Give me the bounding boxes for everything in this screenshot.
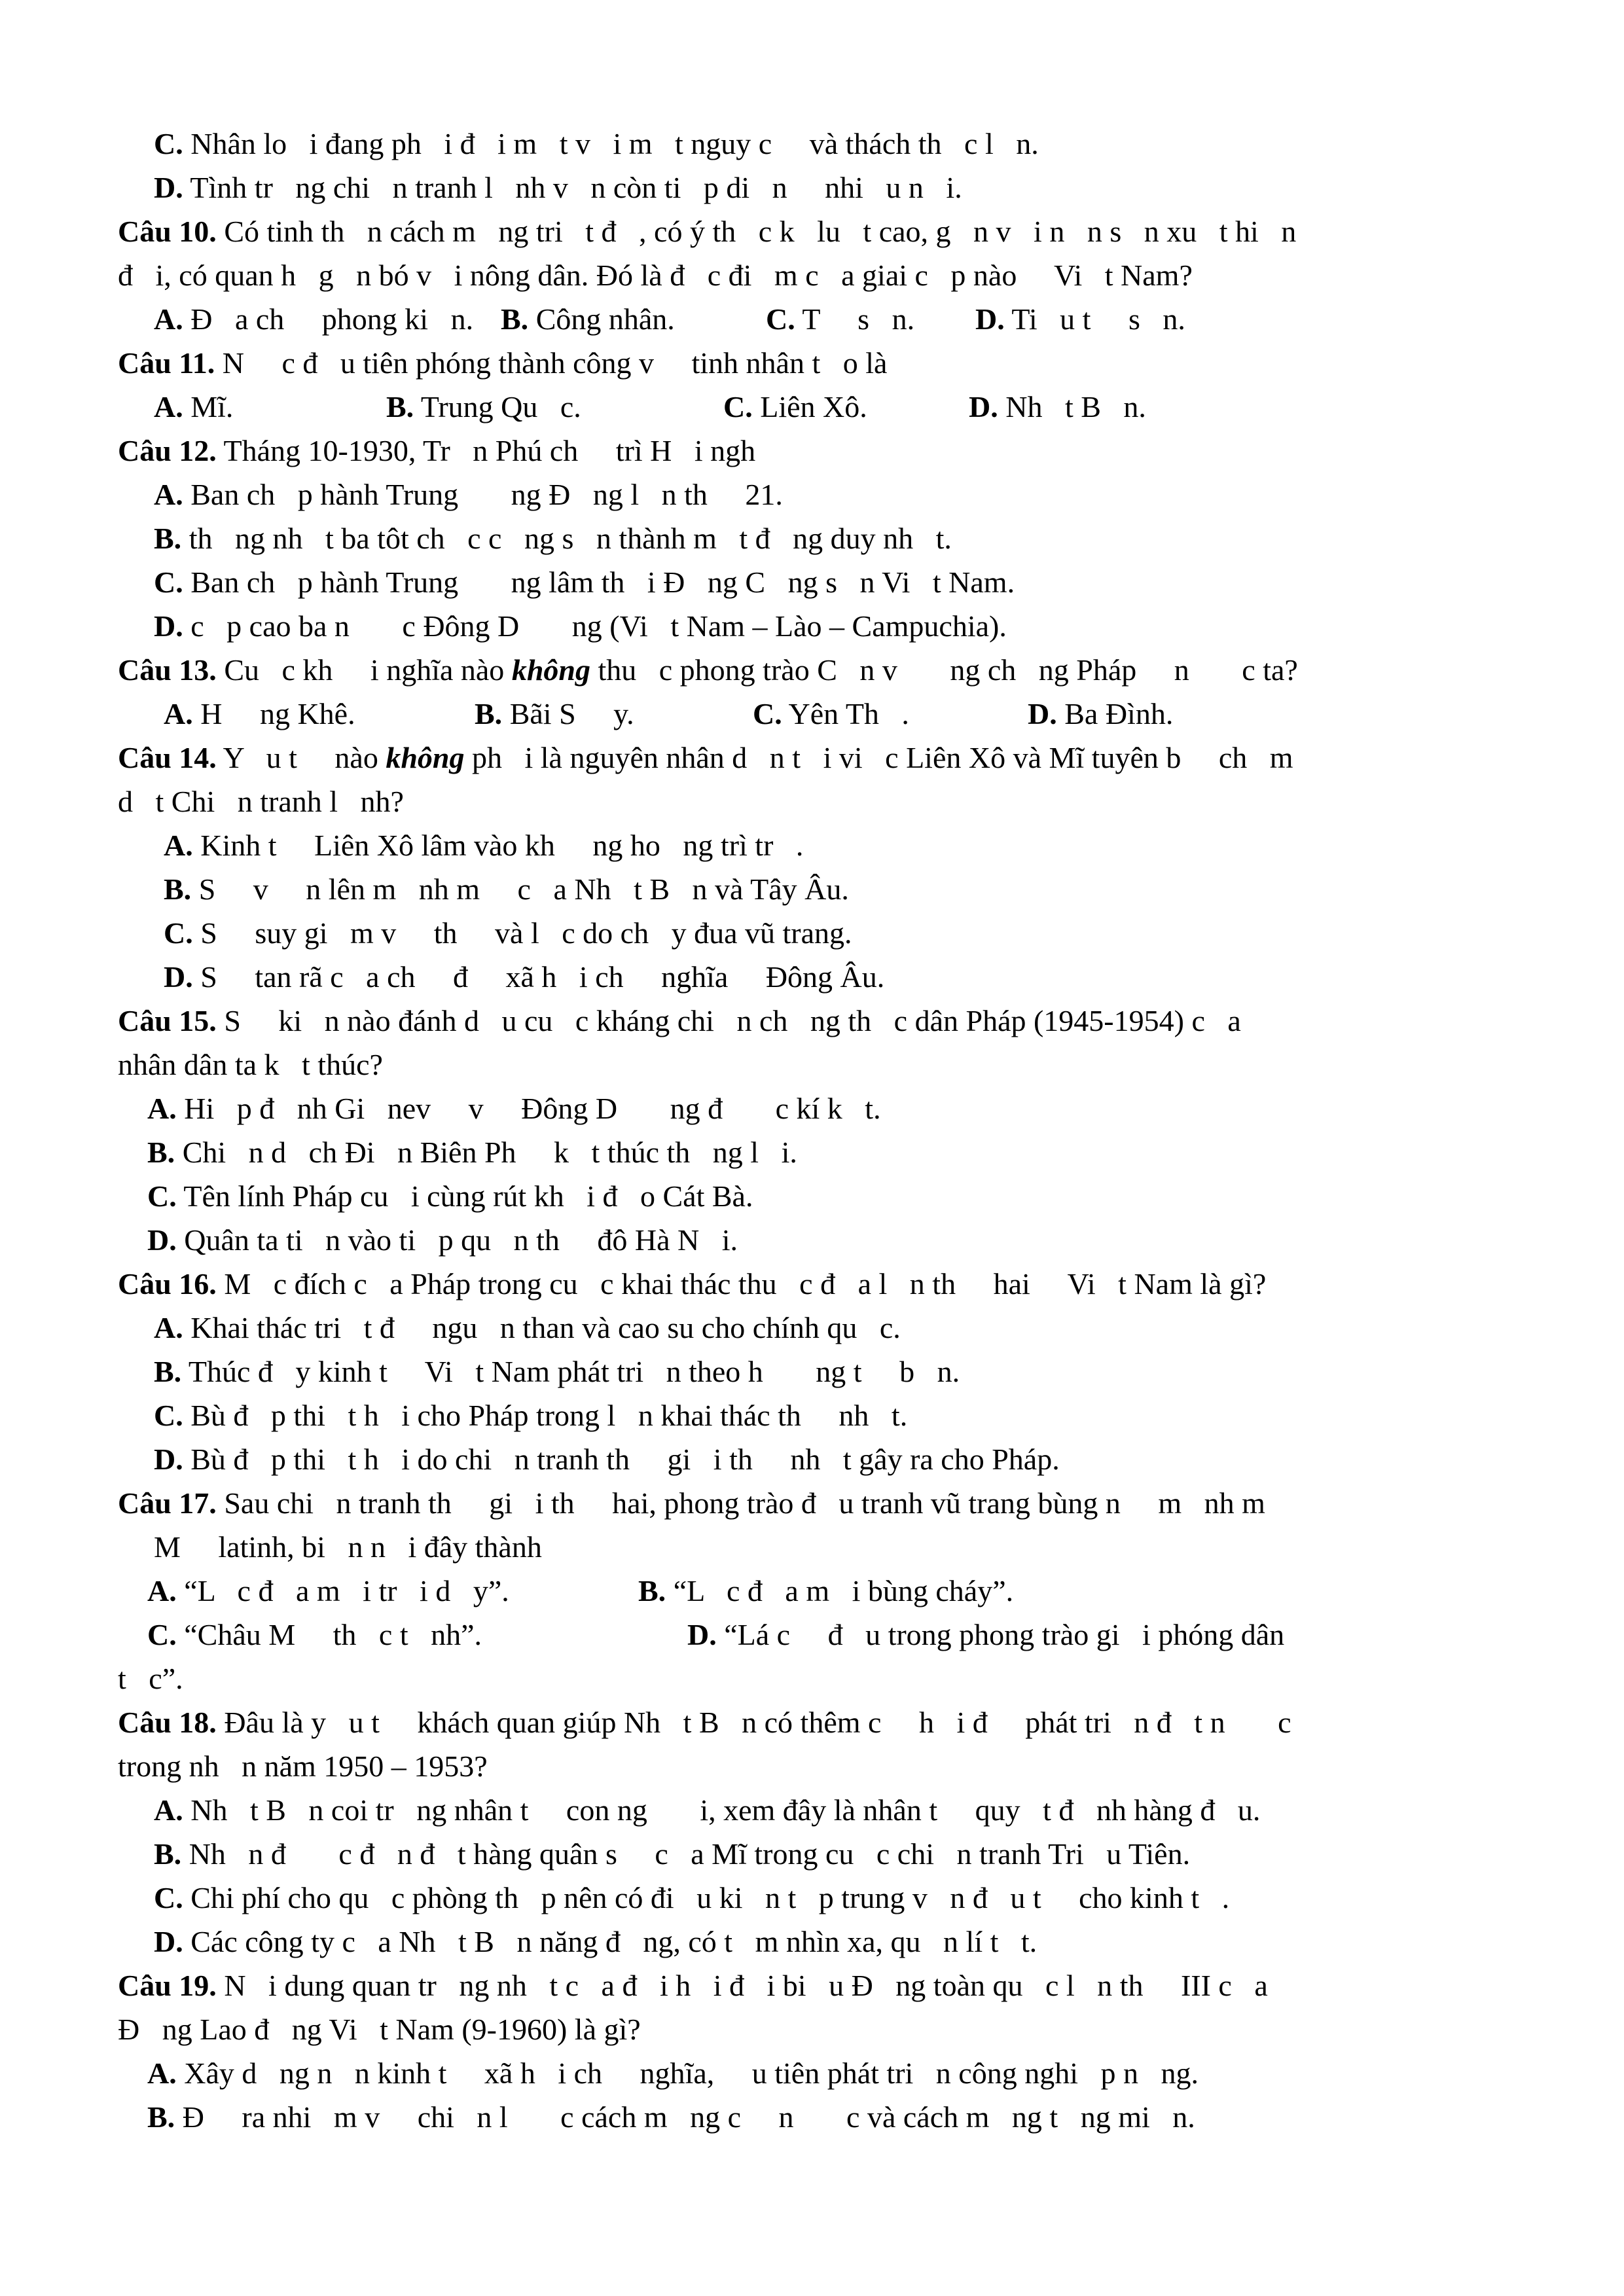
question-10-continued: đ i, có quan h g n bó v i nông dân. Đó là đ c đi m c a giai c p nào Vi t Nam? — [118, 259, 1193, 292]
q13-option-c: C. Yên Th . — [753, 697, 909, 730]
q12-option-b: B. th ng nh t ba tôt ch c c ng s n thành m t đ ng duy nh t. — [154, 522, 952, 555]
question-14-continued: d t Chi n tranh l nh? — [118, 785, 404, 818]
question-19-continued: Đ ng Lao đ ng Vi t Nam (9-1960) là gì? — [118, 2013, 641, 2046]
q13-option-d: D. Ba Đình. — [1028, 697, 1174, 730]
question-18-continued: trong nh n năm 1950 – 1953? — [118, 1749, 488, 1783]
q10-option-a: A. Đ a ch phong ki n. — [154, 302, 474, 336]
q14-option-a: A. Kinh t Liên Xô lâm vào kh ng ho ng trì tr . — [164, 829, 804, 862]
option-d-line: D. Tình tr ng chi n tranh l nh v n còn ti p di n nhi u n i. — [154, 171, 962, 204]
q16-option-b: B. Thúc đ y kinh t Vi t Nam phát tri n theo h ng t b n. — [154, 1355, 960, 1388]
question-14: Câu 14. Y u t nào không ph i là nguyên nhân d n t i vi c Liên Xô và Mĩ tuyên b ch m — [118, 741, 1293, 774]
option-c-line: C. Nhân lo i đang ph i đ i m t v i m t nguy c và thách th c l n. — [154, 127, 1039, 160]
q11-option-d: D. Nh t B n. — [969, 390, 1146, 423]
q17-option-c: C. “Châu M th c t nh”. — [147, 1618, 482, 1651]
q10-option-c: C. T s n. — [766, 302, 915, 336]
question-11: Câu 11. N c đ u tiên phóng thành công v tinh nhân t o là — [118, 346, 888, 380]
q15-option-a: A. Hi p đ nh Gi nev v Đông D ng đ c kí k t. — [147, 1092, 881, 1125]
question-18: Câu 18. Đâu là y u t khách quan giúp Nh t B n có thêm c h i đ phát tri n đ t n c — [118, 1706, 1291, 1739]
q13-option-b: B. Bãi S y. — [475, 697, 634, 730]
q13-option-a: A. H ng Khê. — [164, 697, 355, 730]
question-15-continued: nhân dân ta k t thúc? — [118, 1048, 383, 1081]
q12-option-d: D. c p cao ba n c Đông D ng (Vi t Nam – Lào – Campuchia). — [154, 609, 1007, 643]
q18-option-b: B. Nh n đ c đ n đ t hàng quân s c a Mĩ trong cu c chi n tranh Tri u Tiên. — [154, 1837, 1191, 1871]
q16-option-a: A. Khai thác tri t đ ngu n than và cao su cho chính qu c. — [154, 1311, 901, 1344]
question-12: Câu 12. Tháng 10-1930, Tr n Phú ch trì H i ngh — [118, 434, 756, 467]
question-10: Câu 10. Có tinh th n cách m ng tri t đ , có ý th c k lu t cao, g n v i n n s n xu t hi n — [118, 215, 1297, 248]
q16-option-d: D. Bù đ p thi t h i do chi n tranh th gi i th nh t gây ra cho Pháp. — [154, 1443, 1060, 1476]
q18-option-c: C. Chi phí cho qu c phòng th p nên có đi u ki n t p trung v n đ u t cho kinh t . — [154, 1881, 1230, 1914]
q18-option-d: D. Các công ty c a Nh t B n năng đ ng, có t m nhìn xa, qu n lí t t. — [154, 1925, 1038, 1958]
question-17: Câu 17. Sau chi n tranh th gi i th hai, phong trào đ u tranh vũ trang bùng n m nh m — [118, 1486, 1265, 1520]
question-13: Câu 13. Cu c kh i nghĩa nào không thu c phong trào C n v ng ch ng Pháp n c ta? — [118, 653, 1298, 687]
q14-option-c: C. S suy gi m v th và l c do ch y đua vũ trang. — [164, 916, 852, 950]
question-19: Câu 19. N i dung quan tr ng nh t c a đ i h i đ i bi u Đ ng toàn qu c l n th III c a — [118, 1969, 1268, 2002]
q17-option-a: A. “L c đ a m i tr i d y”. — [147, 1574, 509, 1607]
q11-option-b: B. Trung Qu c. — [386, 390, 581, 423]
question-17-continued: M latinh, bi n n i đây thành — [154, 1530, 542, 1564]
q17-option-d-continued: t c”. — [118, 1662, 183, 1695]
q19-option-b: B. Đ ra nhi m v chi n l c cách m ng c n c và cách m ng t ng mi n. — [147, 2100, 1195, 2134]
q19-option-a: A. Xây d ng n n kinh t xã h i ch nghĩa, u tiên phát tri n công nghi p n ng. — [147, 2056, 1199, 2090]
q14-option-d: D. S tan rã c a ch đ xã h i ch nghĩa Đông Âu. — [164, 960, 885, 994]
q15-option-d: D. Quân ta ti n vào ti p qu n th đô Hà N i. — [147, 1223, 738, 1257]
q12-option-c: C. Ban ch p hành Trung ng lâm th i Đ ng C ng s n Vi t Nam. — [154, 565, 1015, 599]
q17-option-d: D. “Lá c đ u trong phong trào gi i phóng dân — [687, 1618, 1285, 1651]
q14-option-b: B. S v n lên m nh m c a Nh t B n và Tây Âu. — [164, 872, 849, 906]
q11-option-a: A. Mĩ. — [154, 390, 234, 423]
q11-option-c: C. Liên Xô. — [723, 390, 867, 423]
question-16: Câu 16. M c đích c a Pháp trong cu c khai thác thu c đ a l n th hai Vi t Nam là gì? — [118, 1267, 1267, 1300]
q17-option-b: B. “L c đ a m i bùng cháy”. — [638, 1574, 1014, 1607]
q15-option-c: C. Tên lính Pháp cu i cùng rút kh i đ o Cát Bà. — [147, 1179, 753, 1213]
q16-option-c: C. Bù đ p thi t h i cho Pháp trong l n khai thác th nh t. — [154, 1399, 908, 1432]
question-15: Câu 15. S ki n nào đánh d u cu c kháng chi n ch ng th c dân Pháp (1945-1954) c a — [118, 1004, 1241, 1037]
q15-option-b: B. Chi n d ch Đi n Biên Ph k t thúc th ng l i. — [147, 1136, 797, 1169]
q18-option-a: A. Nh t B n coi tr ng nhân t con ng i, xem đây là nhân t quy t đ nh hàng đ u. — [154, 1793, 1261, 1827]
q10-option-d: D. Ti u t s n. — [975, 302, 1185, 336]
q12-option-a: A. Ban ch p hành Trung ng Đ ng l n th 21. — [154, 478, 783, 511]
q10-option-b: B. Công nhân. — [501, 302, 675, 336]
